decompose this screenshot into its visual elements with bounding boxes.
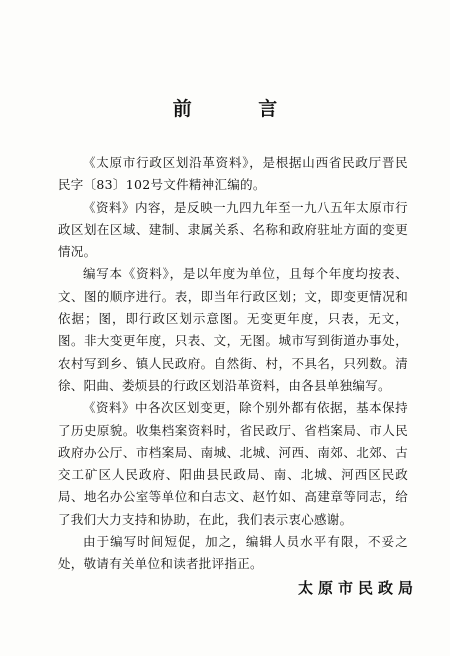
paragraph-1: 《太原市行政区划沿革资料》，是根据山西省民政厅晋民民字〔83〕102号文件精神汇编的。 bbox=[58, 155, 408, 193]
paragraph-4: 《资料》中各次区划变更，除个别外都有依据，基本保持了历史原貌。收集档案资料时，省民政厅、省档案局、市人民政府办公厅、市档案局、南城、北城、河西、南郊、北郊、古交工矿区人民政府、阳曲县民政局、南、北城、河西区民政局、地名办公室等单位和白志文、赵竹如、高建章等同志，给了我们大力支持和协助，在此，我们表示衷心感谢。 bbox=[58, 400, 408, 527]
page-title: 前 言 bbox=[172, 98, 308, 120]
preface-body bbox=[58, 152, 408, 576]
signature-organization: 太原市民政局 bbox=[297, 579, 418, 597]
paragraph-3: 编写本《资料》，是以年度为单位，且每个年度均按表、文、图的顺序进行。表，即当年行政区划；文，即变更情况和依据；图，即行政区划示意图。无变更年度，只表，无文，图。非大变更年度，只表、文，无图。城市写到街道办事处，农村写到乡、镇人民政府。自然街、村，不具名，只列数。清徐、阳曲、娄烦县的行政区划沿革资料，由各县单独编写。 bbox=[58, 266, 408, 393]
paragraph-2: 《资料》内容，是反映一九四九年至一九八五年太原市行政区划在区域、建制、隶属关系、名称和政府驻址方面的变更情况。 bbox=[58, 199, 408, 260]
paragraph-5: 由于编写时间短促，加之，编辑人员水平有限，不妥之处，敬请有关单位和读者批评指正。 bbox=[58, 534, 408, 572]
